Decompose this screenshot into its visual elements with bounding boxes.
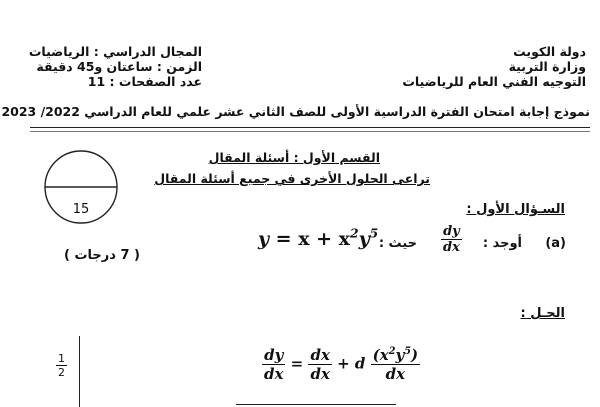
question-equation: $y = x + x^2y^5$ xyxy=(258,225,379,250)
score-value: 15 xyxy=(72,202,90,217)
header-subject: المجال الدراسي : الرياضيات xyxy=(28,44,202,59)
header-ministry: وزارة التربية xyxy=(508,59,586,74)
divider-bottom xyxy=(30,131,590,132)
header-pages: عدد الصفحات : 11 xyxy=(87,74,202,89)
question-derivative: $\frac{dy}{dx}$ xyxy=(443,224,460,255)
question-find: أوجد : xyxy=(482,236,522,251)
header-right xyxy=(402,44,586,89)
section-title: القسم الأول : أسئلة المقال xyxy=(208,150,380,165)
divider-top xyxy=(30,127,590,128)
bottom-line xyxy=(236,404,396,405)
section-note: تراعى الحلول الأخرى في جميع أسئلة المقال xyxy=(154,171,430,186)
section-marks: ( 7 درجات ) xyxy=(64,248,140,263)
solution-step-1: $\frac{dy}{dx}$ = $\frac{dx}{dx}$ + d $\frac{(x^2y^5)}{dx}$ xyxy=(264,346,419,383)
question-where: حيث : xyxy=(378,236,417,251)
header-time: الزمن : ساعتان و45 دقيقة xyxy=(36,59,202,74)
score-column-line xyxy=(79,336,80,407)
question-label: السـؤال الأول : xyxy=(466,202,565,217)
header-country: دولة الكويت xyxy=(513,44,586,59)
page-title: نموذج إجابة امتحان الفترة الدراسية الأولى للصف الثاني عشر علمي للعام الدراسي 2022/ 2023 xyxy=(1,104,590,119)
solution-label: الحـل : xyxy=(520,306,565,321)
header-left xyxy=(28,44,202,89)
header-department: التوجيه الفني العام للرياضيات xyxy=(402,74,586,89)
step-score: $\frac{1}{2}$ xyxy=(58,352,65,379)
question-part: (a) xyxy=(545,236,566,251)
